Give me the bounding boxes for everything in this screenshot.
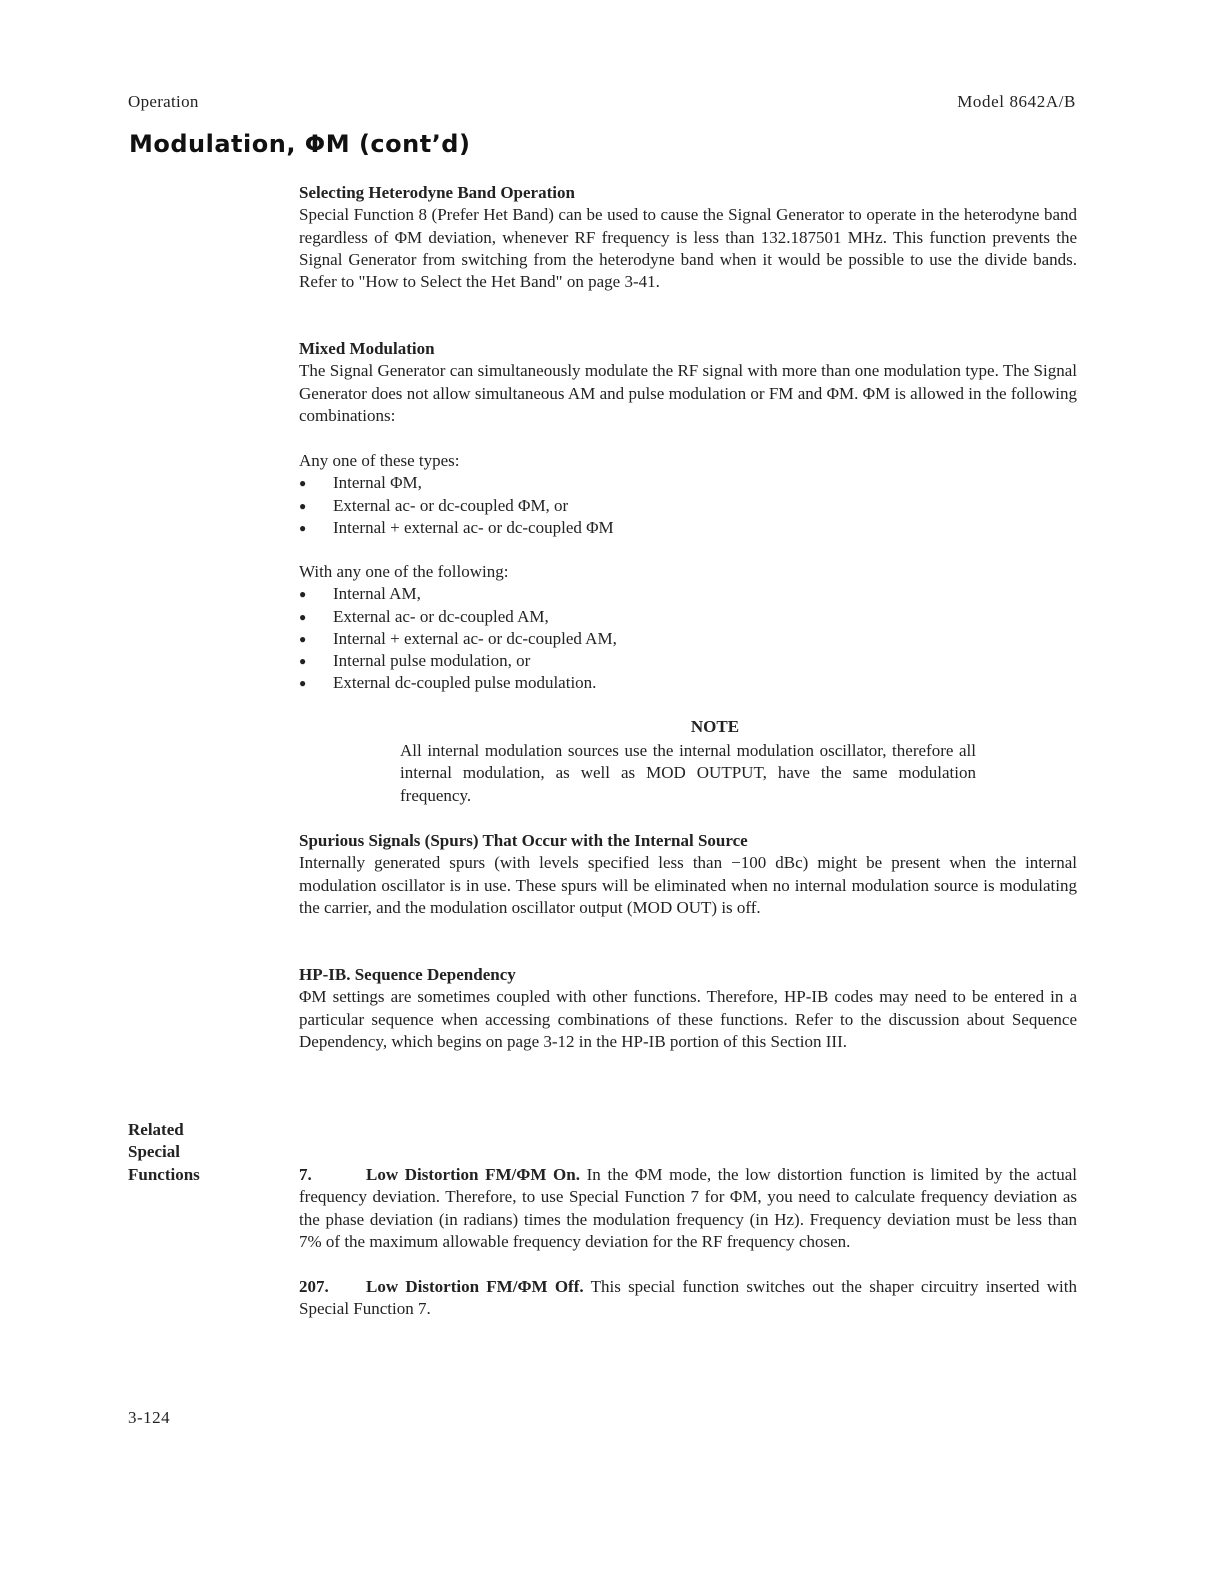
list1-block: [299, 450, 1077, 539]
header-section-label: Operation: [128, 92, 199, 111]
list-item: ● External ac- or dc-coupled AM,: [299, 606, 1077, 628]
mixed-modulation-body: The Signal Generator can simultaneously modulate the RF signal with more than one modulation type. The Signal Generator does not allow simultaneous AM and pulse modulation or FM and ΦM. ΦM is allowed in the following combinations:: [299, 361, 1077, 425]
list-item: ● Internal pulse modulation, or: [299, 650, 1077, 672]
sf7-name: Low Distortion FM/ΦM On.: [366, 1165, 580, 1184]
het-band-section: [299, 182, 1077, 293]
list-item: ● External dc-coupled pulse modulation.: [299, 672, 1077, 694]
spurs-section: [299, 830, 1077, 919]
sf7-body: In the ΦM mode, the low distortion function is limited by the actual frequency deviation. Therefore, to use Special Function 7 for ΦM, you need to calculate frequency deviation as the phase deviation (in radians) times the modulation frequency (in Hz). Frequency deviation must be less than 7% of the maximum allowable frequency deviation for the RF frequency chosen.: [299, 1165, 1077, 1251]
special-function-207: [299, 1276, 1077, 1321]
list2: [299, 583, 1077, 694]
page-title: Modulation, ΦM (cont’d): [129, 130, 471, 158]
hpib-body: ΦM settings are sometimes coupled with other functions. Therefore, HP-IB codes may need to be entered in a particular sequence when accessing combinations of these functions. Refer to the discussion about Sequence Dependency, which begins on page 3-12 in the HP-IB portion of this Section III.: [299, 987, 1077, 1051]
list2-block: [299, 561, 1077, 695]
note-body: All internal modulation sources use the internal modulation oscillator, therefore all internal modulation, as well as MOD OUTPUT, have the same modulation frequency.: [400, 741, 976, 805]
list-item: ● Internal + external ac- or dc-coupled AM,: [299, 628, 1077, 650]
note-title: NOTE: [690, 717, 740, 736]
sf7-number: 7.: [299, 1165, 312, 1184]
mixed-modulation-section: [299, 338, 1077, 427]
hpib-title: HP-IB. Sequence Dependency: [299, 965, 516, 984]
mixed-modulation-title: Mixed Modulation: [299, 339, 435, 358]
list-item: ● Internal + external ac- or dc-coupled ΦM: [299, 517, 1077, 539]
het-band-title: Selecting Heterodyne Band Operation: [299, 183, 575, 202]
sf207-body: This special function switches out the shaper circuitry inserted with Special Function 7.: [299, 1277, 1077, 1319]
page-number: 3-124: [128, 1408, 171, 1427]
sf207-name: Low Distortion FM/ΦM Off.: [366, 1277, 584, 1296]
list-item: ● Internal AM,: [299, 583, 1077, 605]
list1-intro: Any one of these types:: [299, 451, 460, 470]
list-item: ● Internal ΦM,: [299, 472, 1077, 494]
list1: [299, 472, 1077, 539]
spurs-body: Internally generated spurs (with levels specified less than −100 dBc) might be present when the internal modulation oscillator is in use. These spurs will be eliminated when no internal modulation source is modulating the carrier, and the modulation oscillator output (MOD OUT) is off.: [299, 853, 1077, 917]
sf207-number: 207.: [299, 1277, 329, 1296]
het-band-body: Special Function 8 (Prefer Het Band) can be used to cause the Signal Generator to operate in the heterodyne band regardless of ΦM deviation, whenever RF frequency is less than 132.187501 MHz. This function prevents the Signal Generator from switching from the heterodyne band when it would be possible to use the divide bands. Refer to "How to Select the Het Band" on page 3-41.: [299, 205, 1077, 292]
spurs-title: Spurious Signals (Spurs) That Occur with the Internal Source: [299, 831, 748, 850]
list-item: ● External ac- or dc-coupled ΦM, or: [299, 495, 1077, 517]
special-function-7: [299, 1164, 1077, 1253]
hpib-section: [299, 964, 1077, 1053]
list2-intro: With any one of the following:: [299, 562, 509, 581]
header-model-label: Model 8642A/B: [957, 92, 1076, 111]
related-special-functions-heading: Related Special Functions: [128, 1120, 200, 1184]
